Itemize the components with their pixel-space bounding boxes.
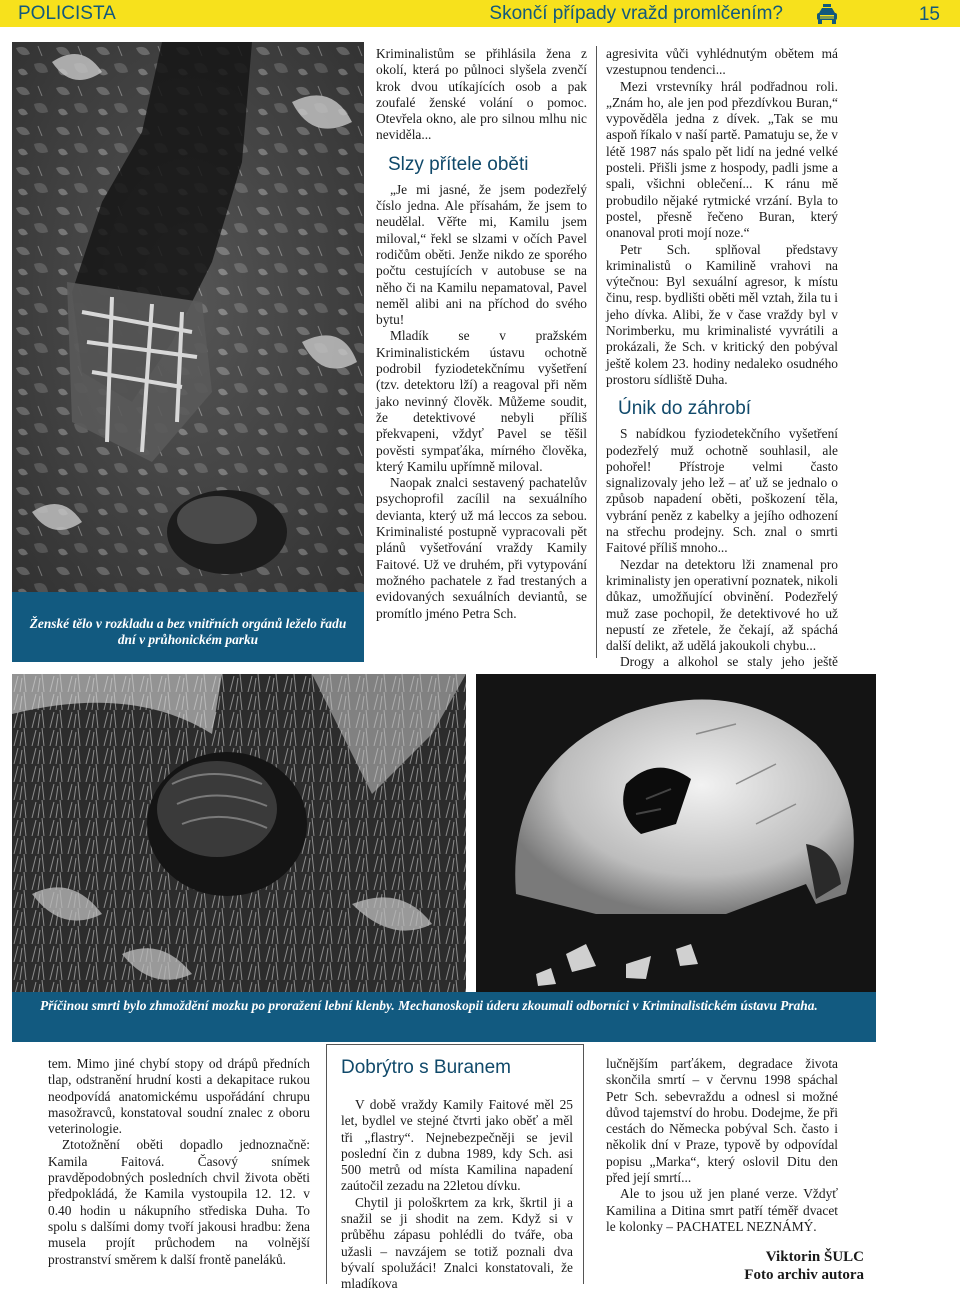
- column-divider: [596, 46, 597, 658]
- article-column-bottom-left: [48, 1056, 310, 1268]
- page-number: 15: [918, 4, 940, 25]
- photo-credit: Foto archiv autora: [744, 1267, 864, 1283]
- paragraph: V době vraždy Kamily Faitové měl 25 let, bydlel ve stejné čtvrti jako oběť a měl tři „flastry“. Nejnebezpečněji se jevil poslední čin z dubna 1989, kdy Sch. asi 500 metrů od místa Kamilina napadení zaútočil zezadu na 22letou dívku.: [341, 1097, 573, 1194]
- section-name: POLICISTA: [18, 3, 116, 24]
- box-text: [327, 1097, 583, 1293]
- head-photo-image: [12, 674, 466, 994]
- body-photo-caption-text: Ženské tělo v rozkladu a bez vnitřních orgánů leželo řadu dní v průhonickém parku: [29, 616, 347, 647]
- paragraph: Kriminalistům se přihlásila žena z okolí, která po půlnoci slyšela zvenčí krok dvou utíkajících osob a pak zoufalé ženské volání o pomoc. Otevřela okno, ale pro silnou mlhu nic neviděla...: [376, 46, 587, 143]
- body-photo: [12, 42, 364, 620]
- paragraph: Chytil ji pološkrtem za krk, škrtil ji a snažil se ji shodit na zem. Když si v průběhu zápasu pohlédli do tváře, oba užasli – navzájem se totiž poznali dva bývalí spolužáci! Znalci konstatovali, že mladíkova: [341, 1194, 573, 1292]
- signature: [644, 1248, 864, 1284]
- article-column-2: [376, 46, 587, 622]
- page-running-title: Skončí případy vražd promlčením?: [489, 3, 783, 24]
- skull-photo-caption-text: Příčinou smrti bylo zhmoždění mozku po proražení lební klenby. Mechanoskopii úderu zkoumali odborníci v Kriminalistickém ústavu Praha.: [40, 998, 818, 1013]
- head-photo: [12, 674, 466, 994]
- police-car-icon: [815, 3, 839, 25]
- paragraph: Ztotožnění oběti dopadlo jednoznačně: Kamila Faitová. Časový snímek pravděpodobných posledních chvil života oběti předpokládá, že Kamila vystoupila 12. 12. v 0.40 hodin u nákupního střediska Duha. To spolu s dalšími domy tvoří jakousi hradbu: žena musela projít průchodem na volnější prostranství směrem k další frontě paneláků.: [48, 1137, 310, 1267]
- article-column-3: [606, 46, 838, 687]
- author-name: Viktorin ŠULC: [765, 1249, 864, 1265]
- paragraph: Drogy a alkohol se staly jeho ještě: [620, 654, 838, 670]
- paragraph: agresivita vůči vyhlédnutým obětem má vzestupnou tendenci...: [606, 46, 838, 78]
- paragraph: lučnějším parťákem, degradace života skončila smrtí – v červnu 1998 spáchal Petr Sch. sebevraždu a odnesl si možné důvod tajemství do hrobu. Dodejme, že při cestách do Německa pobýval Sch. často i několik dní v Praze, typově by odpovídal popisu „Marka“, který oslovil Ditu den před její smrtí...: [606, 1056, 838, 1186]
- subheading-slzy: Slzy přítele oběti: [388, 153, 529, 175]
- body-photo-image: [12, 42, 364, 620]
- article-column-bottom-right: [606, 1056, 838, 1235]
- box-title: Dobrýtro s Buranem: [341, 1057, 512, 1078]
- paragraph: Ale to jsou už jen plané verze. Vždyť Kamilina a Ditina smrt patří téměř dvacet le kolonky – PACHATEL NEZNÁMÝ.: [606, 1186, 838, 1234]
- paragraph: Mezi vrstevníky hrál podřadnou roli. „Znám ho, ale jen pod přezdívkou Buran,“ vypověděla jedna z dívek. „Tak se mu aspoň říkalo v naší partě. Pamatuju se, že v létě 1987 nás spalo pět lidí na jedné velké posteli. Přišli jsme z hospody, padli jsme a spali, všichni oblečení... K ránu mě probudilo nějaké rytmické vrzání. Byla to postel, přesně řečeno Buran, který onanoval proti mojí noze.“: [606, 78, 838, 241]
- paragraph: Nezdar na detektoru lži znamenal pro kriminalisty jen operativní poznatek, nikoli důkaz, umožňující obvinění. Podezřelý muž zase pochopil, že detektivové ho už nepustí ze zřetele, že čekají, až spáchá další delikt, až udělá jakoukoli chybu...: [606, 556, 838, 654]
- paragraph: Naopak znalci sestavený pachatelův psychoprofil zacílil na sexuálního devianta, který už má leccos za sebou. Kriminalisté postupně vypracovali pět plánů vyšetřování vraždy Kamily Faitové. Už ve druhém, při vytypování možného pachatele z řad trestaných a evidovaných sexuálních deviantů, se promítlo jméno Petra Sch.: [376, 475, 587, 621]
- body-photo-caption: [12, 592, 364, 662]
- sidebar-box: [326, 1044, 584, 1292]
- paragraph: S nabídkou fyziodetekčního vyšetření podezřelý muž ochotně souhlasil, ale pohořel! Přístroje velmi často signalizovaly jeho lež – ať už se jednalo o způsob napadení oběti, poškození těla, vybrání peněz z kabelky a jejího odhození na střechu prodejny. Sch. znal o smrti Faitové příliš mnoho...: [606, 426, 838, 556]
- paragraph: „Je mi jasné, že jsem podezřelý číslo jedna. Ale přísahám, že jsem to neudělal. Věřte mi, Kamilu jsem miloval,“ řekl se slzami v očích Pavel rodičům oběti. Jenže nikdo ze sporého počtu cestujících v autobuse se na něho či na Kamilu nepamatoval, Pavel neměl alibi ani na příchod do svého bytu!: [376, 181, 587, 328]
- paragraph: Mladík se v pražském Kriminalistickém ústavu ochotně podrobil fyziodetekčnímu vyšetření (tzv. detektoru lží) a reagoval při něm jako nevinný člověk. Můžeme soudit, že detektivové nebyli příliš překvapeni, vždyť Pavel se těšil pověsti sympaťáka, mírného člověka, který Kamilu upřímně miloval.: [376, 328, 587, 474]
- page-header: [0, 0, 960, 27]
- subheading-unik: Únik do záhrobí: [618, 398, 752, 420]
- paragraph: tem. Mimo jiné chybí stopy od drápů předních tlap, odstranění hrudní kosti a dekapitace rukou neodpovídá anatomickému uspořádání chrupu masožravců, konstatoval soudní znalec z oboru veterinologie.: [48, 1056, 310, 1137]
- skull-photo-caption: [12, 992, 876, 1042]
- skull-photo: [476, 674, 876, 994]
- skull-photo-image: [476, 674, 876, 994]
- paragraph: Petr Sch. splňoval představy kriminalistů o Kamilině vrahovi na výtečnou: Byl sexuální agresor, k místu činu, resp. bydlišti oběti měl vztah, žila tu i jeho dívka. Alibi, že v čase vraždy byl v Norimberku, mu kriminalisté vyvrátili a prokázali, že Sch. v kritický den pobýval ještě kolem 23. hodiny nedaleko osudného prostoru sídliště Duha.: [606, 241, 838, 387]
